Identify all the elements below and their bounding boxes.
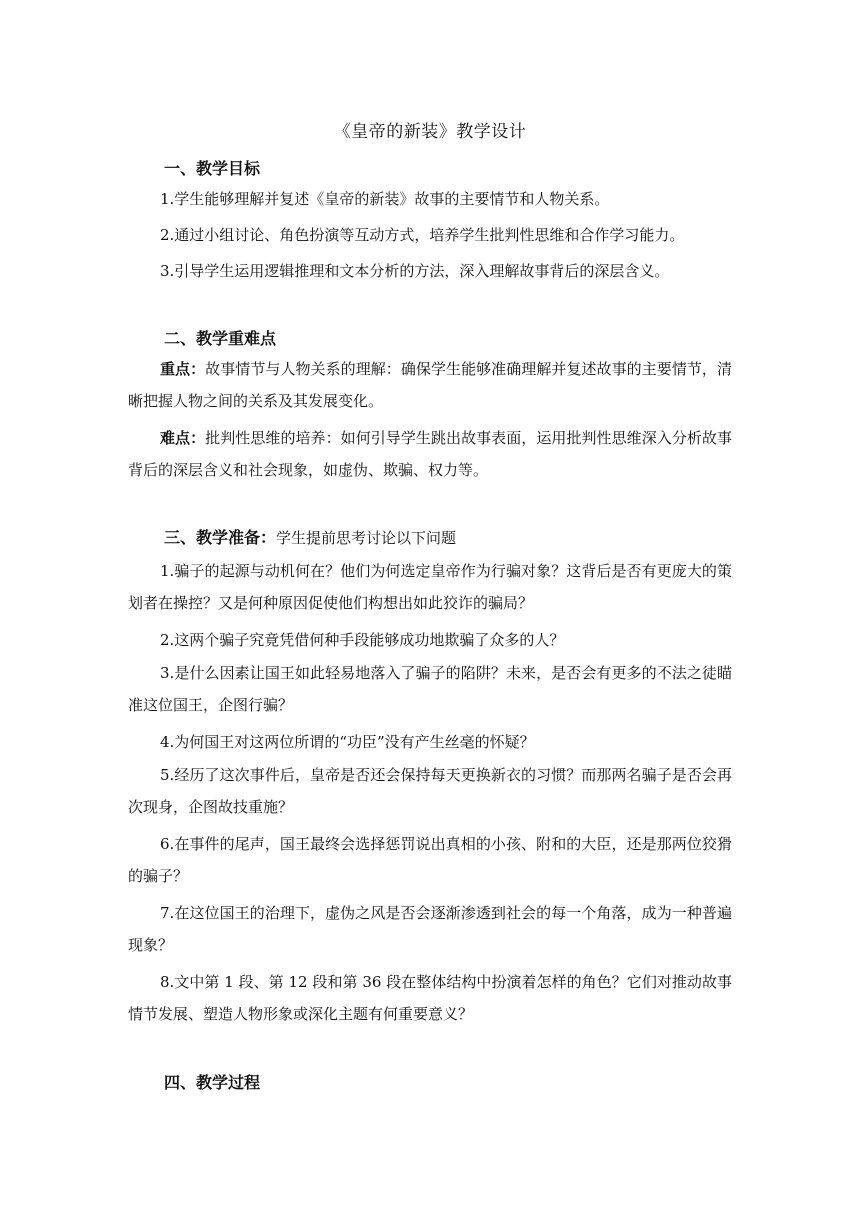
question-item: 1.骗子的起源与动机何在？他们为何选定皇帝作为行骗对象？这背后是否有更庞大的策划者在操控？又是何种原因促使他们构想出如此狡诈的骗局？: [128, 562, 732, 612]
question-item: 3.是什么因素让国王如此轻易地落入了骗子的陷阱？未来，是否会有更多的不法之徒瞄准这位国王，企图行骗？: [128, 664, 732, 714]
section-heading-objectives: 一、教学目标: [164, 159, 261, 178]
key-point-text: 故事情节与人物关系的理解：确保学生能够准确理解并复述故事的主要情节，清晰把握人物之间的关系及其发展变化。: [128, 360, 732, 410]
preparation-heading-label: 三、教学准备：: [164, 528, 277, 547]
question-item: 5.经历了这次事件后，皇帝是否还会保持每天更换新衣的习惯？而那两名骗子是否会再次现身，企图故技重施？: [128, 766, 732, 816]
section-heading-key-points: 二、教学重难点: [164, 329, 277, 348]
question-item: 8.文中第 1 段、第 12 段和第 36 段在整体结构中扮演着怎样的角色？它们对推动故事情节发展、塑造人物形象或深化主题有何重要意义？: [128, 973, 732, 1023]
objective-item: 1.学生能够理解并复述《皇帝的新装》故事的主要情节和人物关系。: [160, 190, 610, 208]
objective-item: 3.引导学生运用逻辑推理和文本分析的方法，深入理解故事背后的深层含义。: [160, 262, 670, 280]
difficult-point-text: 批判性思维的培养：如何引导学生跳出故事表面，运用批判性思维深入分析故事背后的深层含义和社会现象，如虚伪、欺骗、权力等。: [128, 429, 732, 479]
difficult-point-label: 难点：: [160, 429, 206, 447]
key-point-label: 重点：: [160, 360, 206, 378]
section-heading-preparation: [164, 528, 456, 548]
key-point-paragraph: [128, 353, 732, 417]
question-item: 6.在事件的尾声，国王最终会选择惩罚说出真相的小孩、附和的大臣，还是那两位狡猾的骗子？: [128, 835, 732, 885]
question-item: 4.为何国王对这两位所谓的“功臣”没有产生丝毫的怀疑？: [160, 733, 535, 751]
preparation-heading-suffix: 学生提前思考讨论以下问题: [276, 529, 457, 547]
objective-item: 2.通过小组讨论、角色扮演等互动方式，培养学生批判性思维和合作学习能力。: [160, 226, 685, 244]
question-item: 2.这两个骗子究竟凭借何种手段能够成功地欺骗了众多的人？: [160, 631, 565, 649]
document-title: 《皇帝的新装》教学设计: [333, 122, 527, 142]
question-item: 7.在这位国王的治理下，虚伪之风是否会逐渐渗透到社会的每一个角落，成为一种普遍现象？: [128, 904, 732, 954]
difficult-point-paragraph: [128, 422, 732, 486]
section-heading-process: 四、教学过程: [164, 1073, 261, 1092]
